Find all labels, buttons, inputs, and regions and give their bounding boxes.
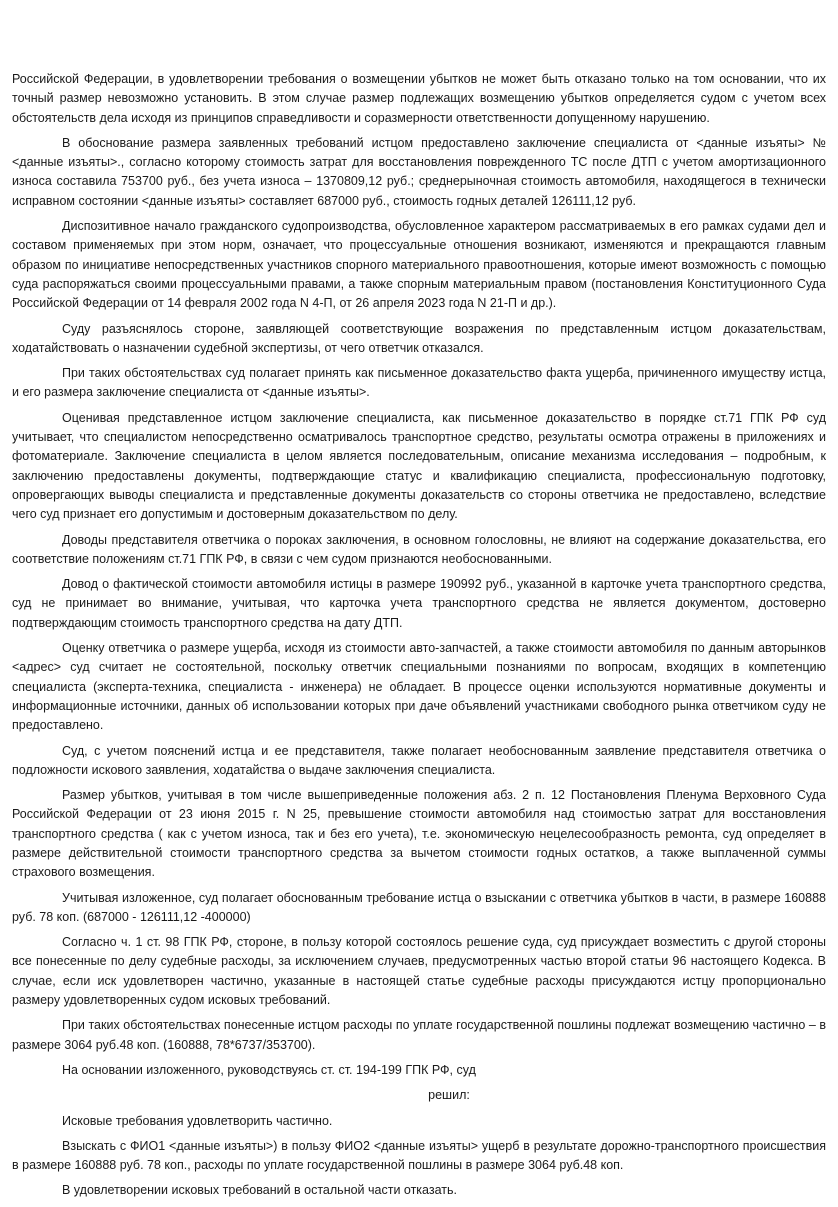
paragraph-10: Суд, с учетом пояснений истца и ее представителя, также полагает необоснованным заявление представителя ответчика о подложности искового заявления, ходатайства о выдаче заключения специалиста. xyxy=(12,743,826,777)
paragraph-9: Оценку ответчика о размере ущерба, исходя из стоимости авто-запчастей, а также стоимости автомобиля по данным авторынков <адрес> суд считает не состоятельной, поскольку ответчик специальными познаниями по вопросам, входящих в компетенцию специалиста (эксперта-техника, специалиста - инженера) не обладает. В процессе оценки используются нормативные документы и информационные источники, данных об использовании которых при даче объявлений участниками свободного рынка ответчиком суду не предоставлено. xyxy=(12,641,826,733)
paragraph-4: Суду разъяснялось стороне, заявляющей соответствующие возражения по представленным истцом доказательствам, ходатайствовать о назначении судебной экспертизы, от чего ответчик отказался. xyxy=(12,321,826,355)
paragraph-12: Учитывая изложенное, суд полагает обоснованным требование истца о взыскании с ответчика убытков в части, в размере 160888 руб. 78 коп. (687000 - 126111,12 -400000) xyxy=(12,890,826,924)
paragraph-5: При таких обстоятельствах суд полагает принять как письменное доказательство факта ущерба, причиненного имуществу истца, и его размера заключение специалиста от <данные изъяты>. xyxy=(12,366,826,400)
paragraph-1: Российской Федерации, в удовлетворении требования о возмещении убытков не может быть отказано только на том основании, что их точный размер невозможно установить. В этом случае размер подлежащих возмещению убытков определяется судом с учетом всех обстоятельств дела исходя из принципов справедливости и соразмерности ответственности допущенному нарушению. xyxy=(12,72,826,125)
resolution-item-3: В удовлетворении исковых требований в остальной части отказать. xyxy=(62,1183,457,1198)
paragraph-15: На основании изложенного, руководствуясь ст. ст. 194-199 ГПК РФ, суд xyxy=(62,1062,476,1077)
paragraph-3: Диспозитивное начало гражданского судопроизводства, обусловленное характером рассматриваемых в его рамках судами дел и составом применяемых при этом норм, означает, что процессуальные отношения возникают, изменяются и прекращаются главным образом по инициативе непосредственных участников спорного материального правоотношения, которые имеют возможность с помощью суда распоряжаться своими процессуальными правами, а также спорным материальным правом (постановления Конституционного Суда Российской Федерации от 14 февраля 2002 года N 4-П, от 26 апреля 2023 года N 21-П и др.). xyxy=(12,219,826,311)
paragraph-7: Доводы представителя ответчика о пороках заключения, в основном голословны, не влияют на содержание доказательства, его соответствие положениям ст.71 ГПК РФ, в связи с чем судом признаются необоснованными. xyxy=(12,532,826,566)
paragraph-14: При таких обстоятельствах понесенные истцом расходы по уплате государственной пошлины подлежат возмещению частично – в размере 3064 руб.48 коп. (160888, 78*6737/353700). xyxy=(12,1018,826,1052)
paragraph-6: Оценивая представленное истцом заключение специалиста, как письменное доказательство в порядке ст.71 ГПК РФ суд учитывает, что специалистом непосредственно осматривалось транспортное средство, результаты осмотра отражены в приложениях и фотоматериале. Заключение специалиста в целом является последовательным, описание механизма исследования – подробным, к заключению предоставлены документы, подтверждающие статус и квалификацию специалиста, профессиональную подготовку, опровергающих выводы специалиста и представленные документы доказательств со стороны ответчика не предоставлено, вследствие чего суд признает его допустимым и достоверным доказательством по делу. xyxy=(12,410,826,522)
resolution-item-2: Взыскать с ФИО1 <данные изъяты>) в пользу ФИО2 <данные изъяты> ущерб в результате дорожно-транспортного происшествия в размере 160888 руб. 78 коп., расходы по уплате государственной пошлины в размере 3064 руб.48 коп. xyxy=(12,1138,826,1173)
paragraph-13: Согласно ч. 1 ст. 98 ГПК РФ, стороне, в пользу которой состоялось решение суда, суд присуждает возместить с другой стороны все понесенные по делу судебные расходы, за исключением случаев, предусмотренных частью второй статьи 96 настоящего Кодекса. В случае, если иск удовлетворен частично, указанные в настоящей статье судебные расходы присуждаются истцу пропорционально размеру удовлетворенных судом исковых требований. xyxy=(12,935,826,1008)
paragraph-2: В обоснование размера заявленных требований истцом предоставлено заключение специалиста от <данные изъяты> № <данные изъяты>., согласно которому стоимость затрат для восстановления поврежденного ТС после ДТП с учетом амортизационного износа составила 753700 руб., без учета износа – 1370809,12 руб.; среднерыночная стоимость автомобиля, находящегося в технически исправном состоянии <данные изъяты> составляет 687000 руб., стоимость годных деталей 126111,12 руб. xyxy=(12,135,826,208)
resolution-item-1: Исковые требования удовлетворить частично. xyxy=(62,1113,333,1128)
paragraph-8: Довод о фактической стоимости автомобиля истицы в размере 190992 руб., указанной в карточке учета транспортного средства, суд не принимает во внимание, учитывая, что карточка учета транспортного средства не является документом, достоверно подтверждающим стоимость транспортного средства на дату ДТП. xyxy=(12,577,826,630)
paragraph-11: Размер убытков, учитывая в том числе вышеприведенные положения абз. 2 п. 12 Постановления Пленума Верховного Суда Российской Федерации от 23 июня 2015 г. N 25, превышение стоимости автомобиля над стоимостью затрат для восстановления транспортного средства ( как с учетом износа, так и без его учета), т.е. экономическую нецелесообразность ремонта, суд определяет в размере действительной стоимости транспортного средства за вычетом стоимости годных остатков, а также выплаченной суммы страхового возмещения. xyxy=(12,788,826,880)
document-page xyxy=(12,70,826,1207)
decision-heading: решил: xyxy=(428,1088,470,1103)
